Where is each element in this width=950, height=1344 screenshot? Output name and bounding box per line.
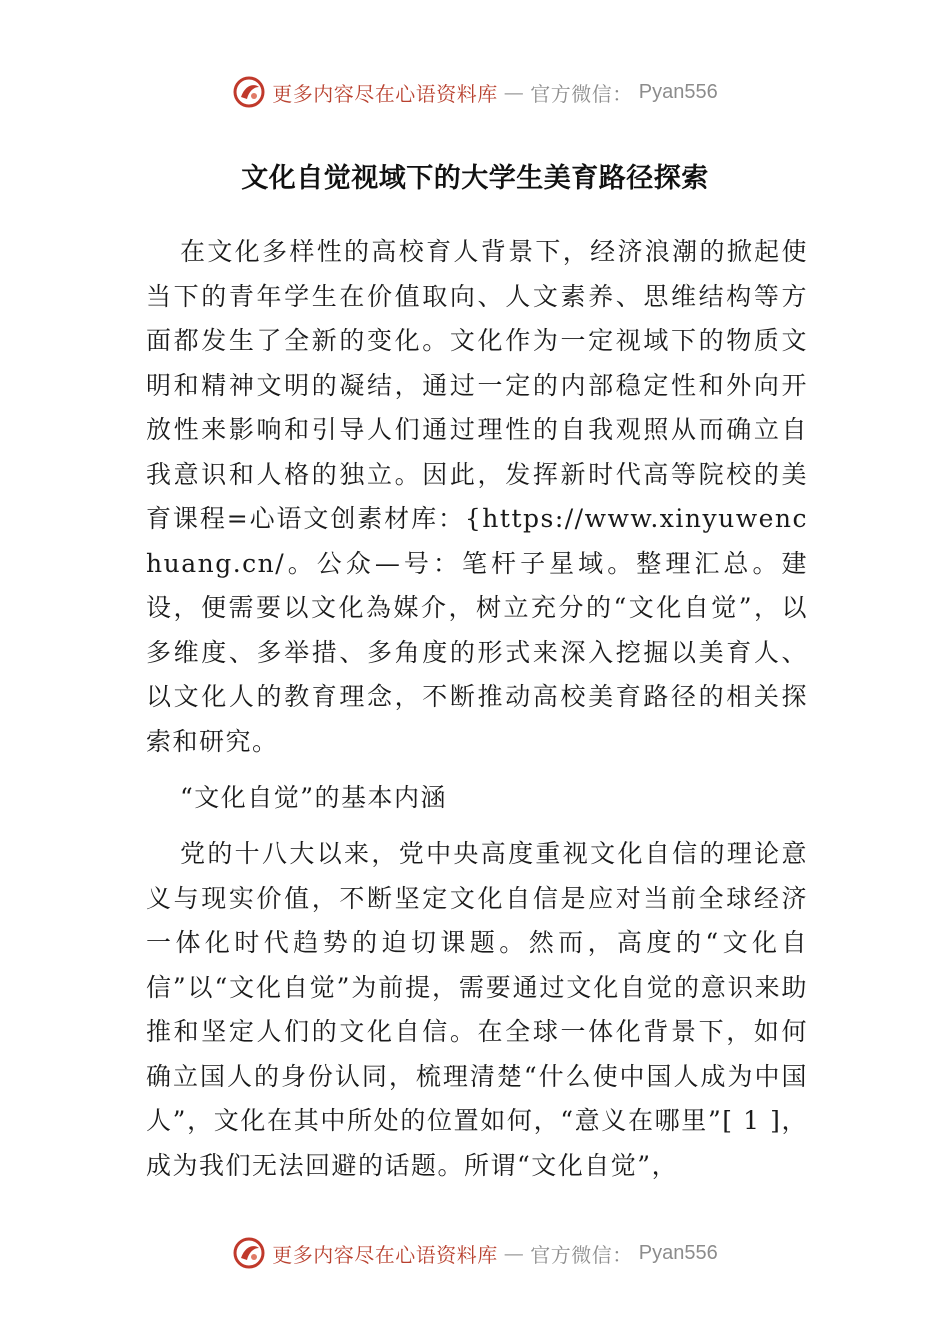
header-watermark-banner xyxy=(0,70,950,114)
library-logo-icon xyxy=(232,75,266,109)
watermark-wechat-id: Pyan556 xyxy=(638,80,718,103)
watermark-separator: — xyxy=(503,80,525,104)
watermark-wechat-label: 官方微信： xyxy=(530,81,633,106)
watermark-wechat-label: 官方微信： xyxy=(530,1242,633,1267)
watermark-slogan: 更多内容尽在心语资料库 xyxy=(272,81,498,106)
article-body xyxy=(146,230,808,1188)
footer-watermark-banner xyxy=(0,1231,950,1275)
paragraph-intro: 在文化多样性的高校育人背景下，经济浪潮的掀起使当下的青年学生在价值取向、人文素养、思维结构等方面都发生了全新的变化。文化作为一定视域下的物质文明和精神文明的凝结，通过一定的内部稳定性和外向开放性来影响和引导人们通过理性的自我观照从而确立自我意识和人格的独立。因此，发挥新时代高等院校的美育课程=心语文创素材库：{https://www.xinyuwenchuang.cn/。公众—号：笔杆子星域。整理汇总。建设，便需要以文化為媒介，树立充分的“文化自觉”，以多维度、多举措、多角度的形式来深入挖掘以美育人、以文化人的教育理念，不断推动高校美育路径的相关探索和研究。 xyxy=(146,237,808,756)
library-logo-icon xyxy=(232,1236,266,1270)
watermark-slogan: 更多内容尽在心语资料库 xyxy=(272,1242,498,1267)
section-heading: “文化自觉”的基本内涵 xyxy=(180,783,448,812)
watermark-wechat-id: Pyan556 xyxy=(638,1241,718,1264)
paragraph-section-1: 党的十八大以来，党中央高度重视文化自信的理论意义与现实价值，不断坚定文化自信是应对当前全球经济一体化时代趋势的迫切课题。然而，高度的“文化自信”以“文化自觉”为前提，需要通过文化自觉的意识来助推和坚定人们的文化自信。在全球一体化背景下，如何确立国人的身份认同，梳理清楚“什么使中国人成为中国人”，文化在其中所处的位置如何，“意义在哪里”[ 1 ]，成为我们无法回避的话题。所谓“文化自觉”， xyxy=(146,839,808,1180)
watermark-separator: — xyxy=(503,1241,525,1265)
article-title: 文化自觉视域下的大学生美育路径探索 xyxy=(241,163,709,195)
